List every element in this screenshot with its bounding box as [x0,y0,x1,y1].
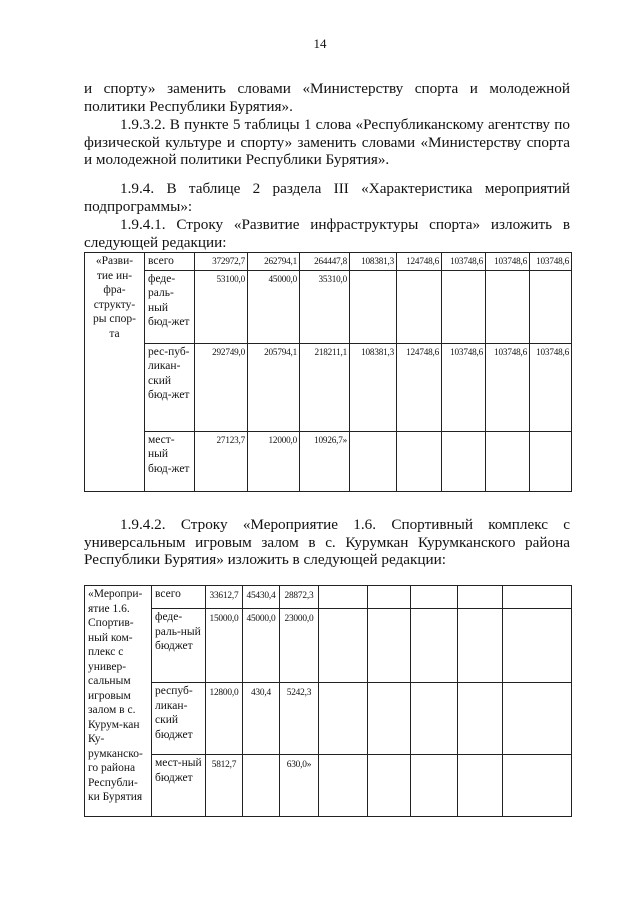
value-cell: 28872,3 [280,586,319,609]
value-cell [368,683,411,755]
funding-source-cell: всего [152,586,206,609]
table-row [85,755,572,817]
infrastructure-table [84,252,572,492]
table-row [85,253,572,271]
value-cell [350,431,397,491]
value-cell: 103748,6 [442,343,486,431]
value-cell: 12800,0 [206,683,243,755]
value-cell: 15000,0 [206,609,243,683]
value-cell: 5242,3 [280,683,319,755]
table-row [85,683,572,755]
value-cell: 430,4 [243,683,280,755]
value-cell: 124748,6 [397,253,442,271]
value-cell [503,755,572,817]
value-cell: 45430,4 [243,586,280,609]
table-row [85,343,572,431]
value-cell [503,609,572,683]
value-cell: 23000,0 [280,609,319,683]
value-cell [486,431,530,491]
paragraph-1-9-4-1: 1.9.4.1. Строку «Развитие инфраструктуры спорта» изложить в следующей редакции: [84,216,570,251]
value-cell [397,431,442,491]
value-cell [411,586,458,609]
value-cell: 12000,0 [248,431,300,491]
value-cell [458,683,503,755]
value-cell: 103748,6 [486,253,530,271]
value-cell: 53100,0 [195,270,248,343]
value-cell [411,609,458,683]
value-cell: 372972,7 [195,253,248,271]
value-cell: 108381,3 [350,343,397,431]
sports-complex-table [84,585,572,817]
value-cell [243,755,280,817]
row-title-cell: «Разви-тие ин-фра-структу-ры спор-та [85,253,145,492]
value-cell: 10926,7» [300,431,350,491]
value-cell: 103748,6 [530,253,572,271]
paragraph-1-9-3-2: 1.9.3.2. В пункте 5 таблицы 1 слова «Республиканскому агентству по физической культуре и спорту» заменить словами «Министерству спорта и молодежной политики Республики Бурятия». [84,116,570,169]
value-cell: 264447,8 [300,253,350,271]
funding-source-cell: мест-ный бюджет [152,755,206,817]
page-number: 14 [313,36,327,51]
value-cell: 262794,1 [248,253,300,271]
paragraph-1-9-4-2: 1.9.4.2. Строку «Мероприятие 1.6. Спортивный комплекс с универсальным игровым залом в с. Курумкан Курумканского района Республики Бурятия» изложить в следующей редакции: [84,516,570,569]
value-cell [319,609,368,683]
value-cell [411,683,458,755]
funding-source-cell: феде-раль-ный бюд-жет [145,270,195,343]
value-cell [350,270,397,343]
value-cell [530,270,572,343]
value-cell [319,586,368,609]
value-cell: 124748,6 [397,343,442,431]
table-row [85,431,572,491]
value-cell: 103748,6 [442,253,486,271]
value-cell [368,586,411,609]
value-cell [397,270,442,343]
value-cell [458,609,503,683]
funding-source-cell: мест-ный бюд-жет [145,431,195,491]
funding-source-cell: респуб-ликан-ский бюджет [152,683,206,755]
value-cell: 35310,0 [300,270,350,343]
value-cell: 205794,1 [248,343,300,431]
funding-source-cell: всего [145,253,195,271]
value-cell: 45000,0 [243,609,280,683]
value-cell [503,586,572,609]
value-cell [458,755,503,817]
row-title-cell: «Меропри-ятие 1.6. Спортив-ный ком-плекс с универ-сальным игровым залом в с. Курум-кан Ку-румканско-го района Республи-ки Бурятия [85,586,152,817]
value-cell: 103748,6 [530,343,572,431]
value-cell [458,586,503,609]
value-cell [319,755,368,817]
paragraph-continuation: и спорту» заменить словами «Министерству спорта и молодежной политики Республики Бурятия». [84,80,570,115]
value-cell: 45000,0 [248,270,300,343]
value-cell: 218211,1 [300,343,350,431]
value-cell: 292749,0 [195,343,248,431]
value-cell [442,270,486,343]
value-cell: 108381,3 [350,253,397,271]
value-cell: 630,0» [280,755,319,817]
funding-source-cell: феде-раль-ный бюджет [152,609,206,683]
value-cell [319,683,368,755]
value-cell [368,755,411,817]
table-row [85,270,572,343]
value-cell: 27123,7 [195,431,248,491]
value-cell: 5812,7 [206,755,243,817]
value-cell [486,270,530,343]
value-cell [368,609,411,683]
table-row [85,609,572,683]
paragraph-1-9-4: 1.9.4. В таблице 2 раздела III «Характеристика мероприятий подпрограммы»: [84,180,570,215]
value-cell [442,431,486,491]
table-row [85,586,572,609]
value-cell [503,683,572,755]
value-cell [530,431,572,491]
value-cell: 33612,7 [206,586,243,609]
value-cell: 103748,6 [486,343,530,431]
funding-source-cell: рес-пуб-ликан-ский бюд-жет [145,343,195,431]
value-cell [411,755,458,817]
